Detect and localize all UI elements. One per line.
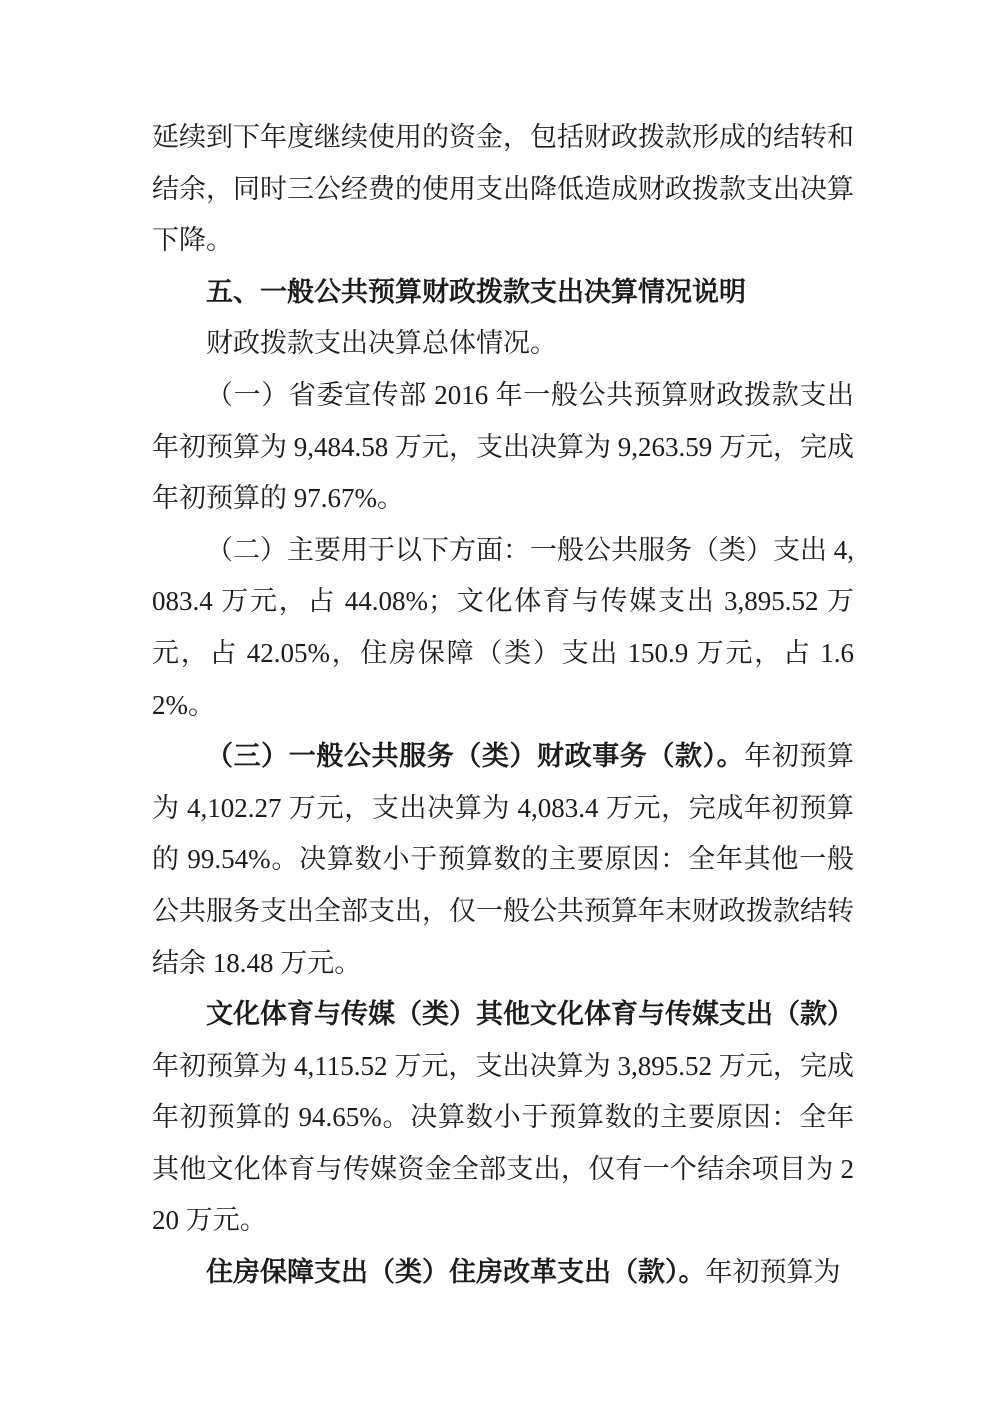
paragraph-item-three xyxy=(152,731,854,989)
paragraph-text: 财政拨款支出决算总体情况。 xyxy=(206,328,557,359)
paragraph-text: 年初预算为 xyxy=(705,1257,841,1288)
section-heading xyxy=(152,267,854,319)
paragraph-item-two xyxy=(152,525,854,731)
paragraph-bold-lead: （三）一般公共服务（类）财政事务（款）。 xyxy=(206,741,745,772)
paragraph-bold-lead: 文化体育与传媒（类）其他文化体育与传媒支出（款） xyxy=(206,999,854,1030)
paragraph-housing-security xyxy=(152,1247,854,1299)
paragraph-text: （二）主要用于以下方面：一般公共服务（类）支出 4,083.4 万元，占 44.08%；文化体育与传媒支出 3,895.52 万元，占 42.05%，住房保障（类）支出 150.9 万元，占 1.62%。 xyxy=(152,534,854,720)
paragraph-text: 年初预算为 4,102.27 万元，支出决算为 4,083.4 万元，完成年初预算的 99.54%。决算数小于预算数的主要原因：全年其他一般公共服务支出全部支出，仅一般公共预算年末财政拨款结转结余 18.48 万元。 xyxy=(152,741,855,978)
paragraph-text: （一）省委宣传部 2016 年一般公共预算财政拨款支出年初预算为 9,484.58 万元，支出决算为 9,263.59 万元，完成年初预算的 97.67%。 xyxy=(152,379,854,514)
paragraph-culture-sports-media xyxy=(152,989,854,1247)
section-heading-text: 五、一般公共预算财政拨款支出决算情况说明 xyxy=(206,276,746,307)
paragraph-carryover xyxy=(152,112,854,267)
paragraph-bold-lead: 住房保障支出（类）住房改革支出（款）。 xyxy=(206,1257,706,1288)
paragraph-text: 延续到下年度继续使用的资金，包括财政拨款形成的结转和结余，同时三公经费的使用支出降低造成财政拨款支出决算下降。 xyxy=(152,122,854,256)
paragraph-text: 年初预算为 4,115.52 万元，支出决算为 3,895.52 万元，完成年初预算的 94.65%。决算数小于预算数的主要原因：全年其他文化体育与传媒资金全部支出，仅有一个结余项目为 220 万元。 xyxy=(152,1050,854,1236)
paragraph-item-one xyxy=(152,370,854,525)
paragraph-overview xyxy=(152,318,854,370)
